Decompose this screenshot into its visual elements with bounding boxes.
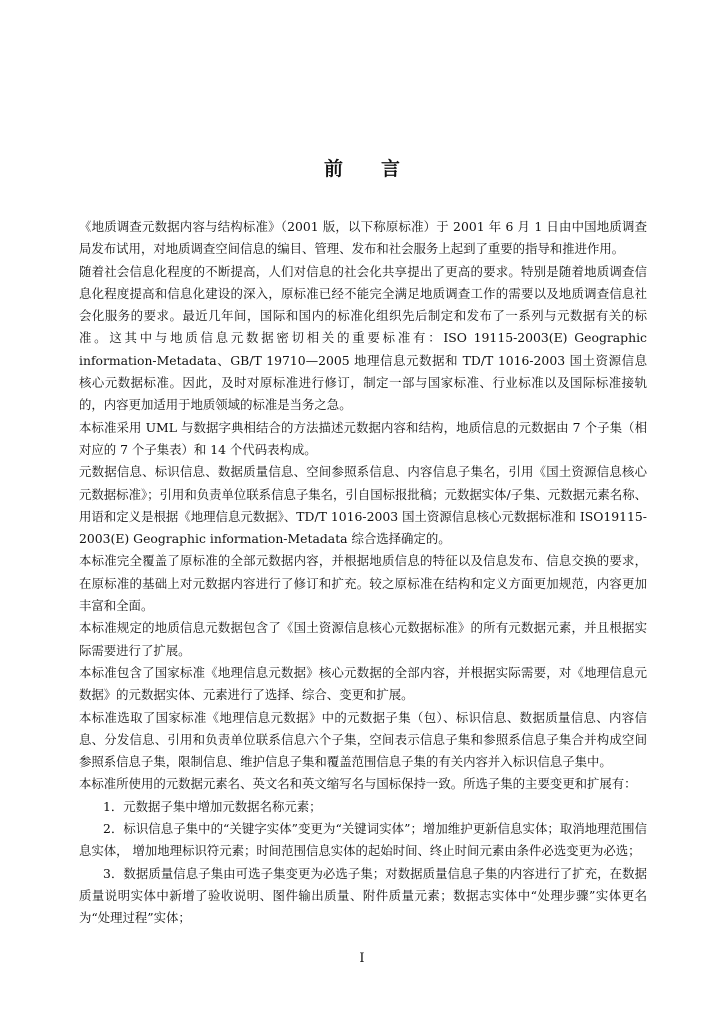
paragraph: 《地质调查元数据内容与结构标准》（2001 版，以下称原标准）于 2001 年 6 月 1 日由中国地质调查局发布试用，对地质调查空间信息的编目、管理、发布和社会服务上起到了重要的指导和推进作用。 xyxy=(79,219,647,257)
paragraph: 随着社会信息化程度的不断提高，人们对信息的社会化共享提出了更高的要求。特别是随着地质调查信息化程度提高和信息化建设的深入，原标准已经不能完全满足地质调查工作的需要以及地质调查信息社会化服务的要求。最近几年间，国际和国内的标准化组织先后制定和发布了一系列与元数据有关的标准。这其中与地质信息元数据密切相关的重要标准有：ISO 19115-2003(E) Geographic information-Metadata、GB/T 19710—2005 地理信息元数据和 TD/T 1016-2003 国土资源信息核心元数据标准。因此，及时对原标准进行修订，制定一部与国家标准、行业标准以及国际标准接轨的，内容更加适用于地质领域的标准是当务之急。 xyxy=(79,263,647,413)
page-title xyxy=(0,154,724,181)
title-char-2: 言 xyxy=(381,158,401,180)
paragraph: 本标准包含了国家标准《地理信息元数据》核心元数据的全部内容，并根据实际需要，对《地理信息元数据》的元数据实体、元素进行了选择、综合、变更和扩展。 xyxy=(79,664,647,703)
paragraph: 本标准采用 UML 与数据字典相结合的方法描述元数据内容和结构，地质信息的元数据由 7 个子集（相对应的 7 个子集表）和 14 个代码表构成。 xyxy=(79,419,647,457)
list-item: 3．数据质量信息子集由可选子集变更为必选子集；对数据质量信息子集的内容进行了扩充，在数据质量说明实体中新增了验收说明、图件输出质量、附件质量元素；数据志实体中“处理步骤”实体更名为“处理过程”实体； xyxy=(79,865,647,926)
paragraph: 元数据信息、标识信息、数据质量信息、空间参照系信息、内容信息子集名，引用《国土资源信息核心元数据标准》；引用和负责单位联系信息子集名，引自国标报批稿；元数据实体/子集、元数据元素名称、用语和定义是根据《地理信息元数据》、TD/T 1016-2003 国土资源信息核心元数据标准和 ISO19115-2003(E) Geographic information-Metadata 综合选择确定的。 xyxy=(79,464,647,547)
paragraph: 本标准规定的地质信息元数据包含了《国土资源信息核心元数据标准》的所有元数据元素，并且根据实际需要进行了扩展。 xyxy=(79,620,647,658)
list-item: 2．标识信息子集中的“关键字实体”变更为“关键词实体”；增加维护更新信息实体；取消地理范围信息实体， 增加地理标识符元素；时间范围信息实体的起始时间、终止时间元素由条件必选变更为必选； xyxy=(79,821,647,859)
list-item: 1．元数据子集中增加元数据名称元素； xyxy=(103,798,322,814)
paragraph: 本标准所使用的元数据元素名、英文名和英文缩写名与国标保持一致。所选子集的主要变更和扩展有： xyxy=(79,776,637,792)
paragraph: 本标准选取了国家标准《地理信息元数据》中的元数据子集（包）、标识信息、数据质量信息、内容信息、分发信息、引用和负责单位联系信息六个子集，空间表示信息子集和参照系信息子集合并构成空间参照系信息子集，限制信息、维护信息子集和覆盖范围信息子集的有关内容并入标识信息子集中。 xyxy=(79,709,647,770)
page-number: I xyxy=(359,951,365,966)
title-char-1: 前 xyxy=(323,158,343,180)
paragraph: 本标准完全覆盖了原标准的全部元数据内容，并根据地质信息的特征以及信息发布、信息交换的要求，在原标准的基础上对元数据内容进行了修订和扩充。较之原标准在结构和定义方面更加规范，内容更加丰富和全面。 xyxy=(79,553,647,614)
document-body xyxy=(79,216,647,930)
